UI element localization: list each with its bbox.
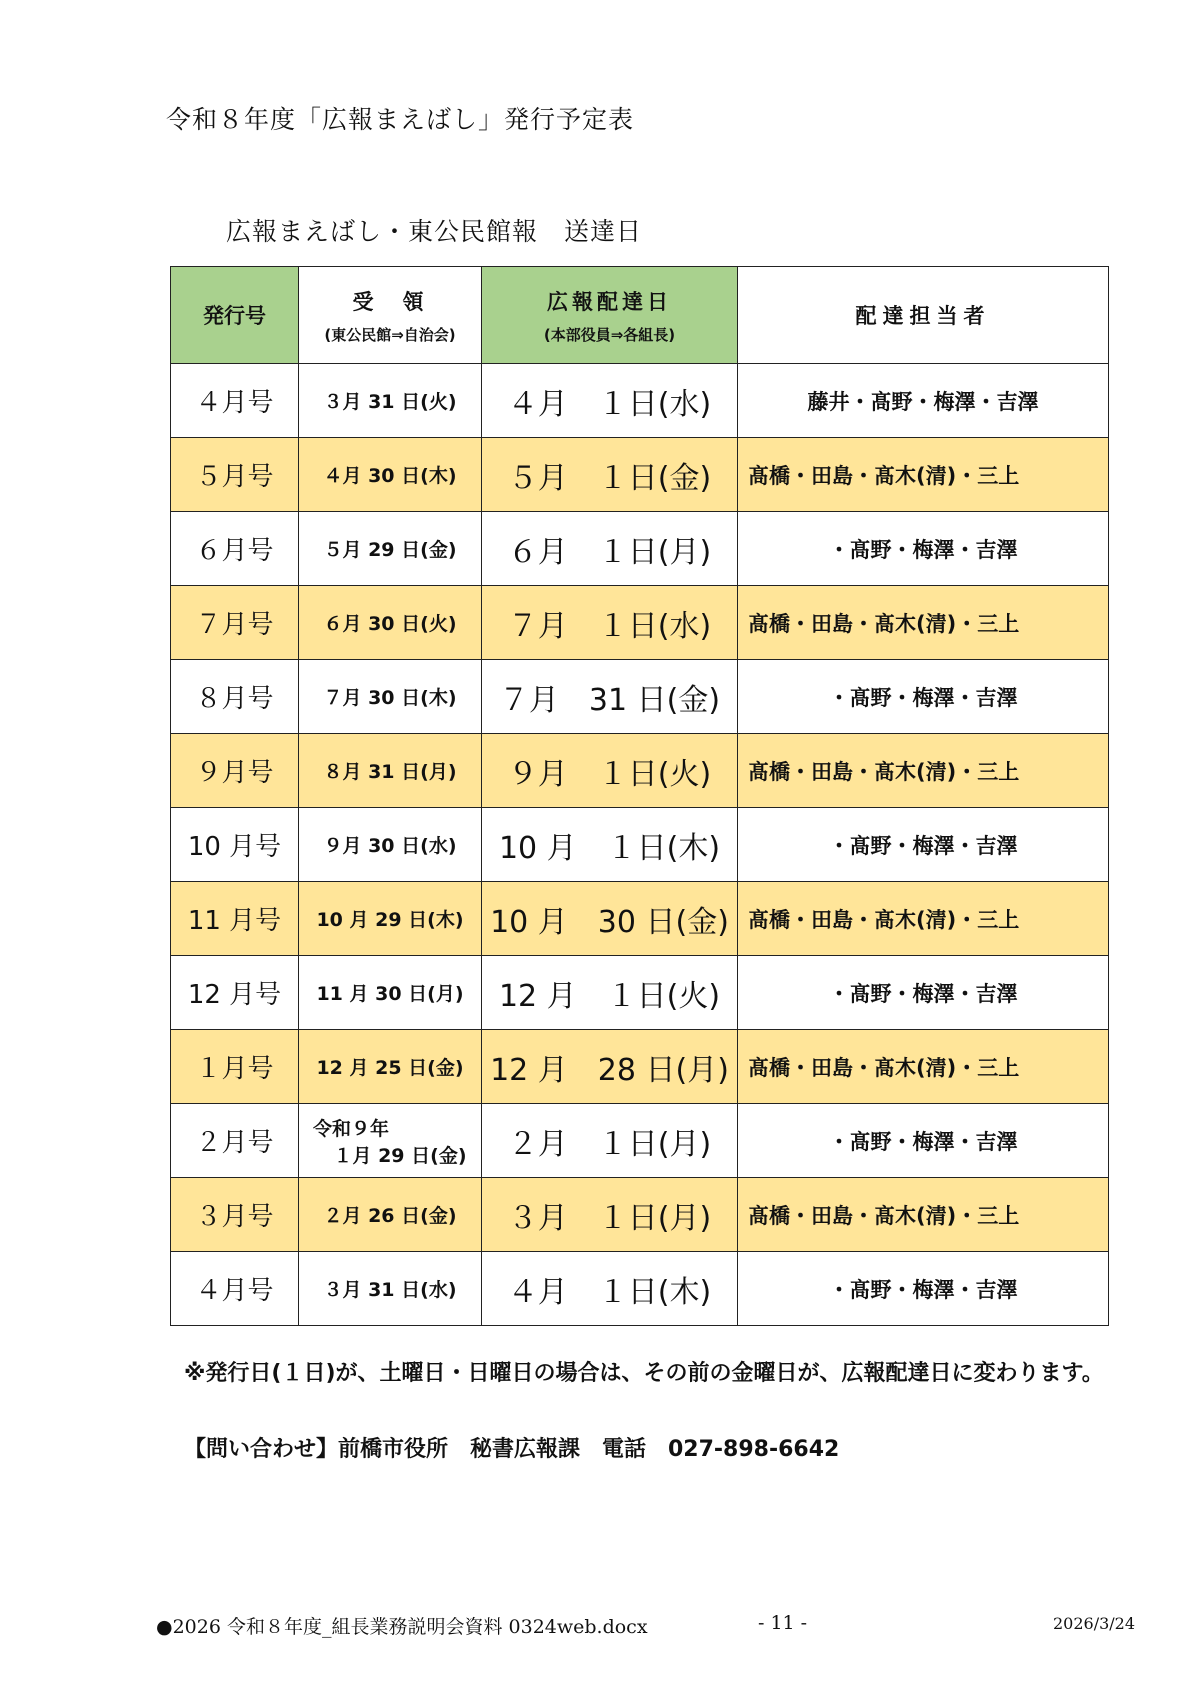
- table-row: [171, 1030, 1109, 1104]
- issue-cell: ３月号: [171, 1178, 299, 1252]
- page-title: 令和８年度「広報まえばし」発行予定表: [166, 105, 635, 134]
- delivery-cell: ７月 １日(水): [482, 586, 738, 660]
- delivery-cell: ６月 １日(月): [482, 512, 738, 586]
- header-delivery-main: 広報配達日: [547, 289, 672, 314]
- staff-cell: ・髙野・梅澤・吉澤: [738, 808, 1109, 882]
- delivery-cell: ５月 １日(金): [482, 438, 738, 512]
- table-row: [171, 512, 1109, 586]
- receive-cell: 11 月 30 日(月): [299, 956, 482, 1030]
- receive-cell: ３月 31 日(火): [299, 364, 482, 438]
- issue-cell: ６月号: [171, 512, 299, 586]
- staff-cell: ・髙野・梅澤・吉澤: [738, 1104, 1109, 1178]
- header-issue: 発行号: [171, 267, 299, 364]
- table-row: [171, 808, 1109, 882]
- staff-cell: ・髙野・梅澤・吉澤: [738, 512, 1109, 586]
- table-row: [171, 956, 1109, 1030]
- table-row: [171, 1104, 1109, 1178]
- delivery-cell: ４月 １日(木): [482, 1252, 738, 1326]
- header-staff: 配達担当者: [738, 267, 1109, 364]
- delivery-cell: 12 月 28 日(月): [482, 1030, 738, 1104]
- delivery-cell: ４月 １日(水): [482, 364, 738, 438]
- issue-cell: １月号: [171, 1030, 299, 1104]
- staff-cell: 髙橋・田島・髙木(清)・三上: [738, 438, 1109, 512]
- table-subtitle: 広報まえばし・東公民館報 送達日: [226, 217, 643, 246]
- header-delivery: [482, 267, 738, 364]
- staff-cell: ・髙野・梅澤・吉澤: [738, 1252, 1109, 1326]
- staff-cell: 髙橋・田島・髙木(清)・三上: [738, 734, 1109, 808]
- staff-cell: ・髙野・梅澤・吉澤: [738, 956, 1109, 1030]
- footer-filename: ●2026 令和８年度_組長業務説明会資料 0324web.docx: [156, 1616, 648, 1638]
- receive-cell: ６月 30 日(火): [299, 586, 482, 660]
- table-header-row: [171, 267, 1109, 364]
- receive-cell: 12 月 25 日(金): [299, 1030, 482, 1104]
- delivery-cell: ２月 １日(月): [482, 1104, 738, 1178]
- receive-date: １月 29 日(金): [333, 1144, 467, 1167]
- table-row: [171, 1178, 1109, 1252]
- header-receive-sub: (東公民館⇒自治会): [324, 325, 456, 344]
- staff-cell: 髙橋・田島・髙木(清)・三上: [738, 1178, 1109, 1252]
- receive-cell: ８月 31 日(月): [299, 734, 482, 808]
- table-row: [171, 734, 1109, 808]
- footer-page-number: - 11 -: [758, 1612, 808, 1634]
- issue-cell: ９月号: [171, 734, 299, 808]
- staff-cell: 髙橋・田島・髙木(清)・三上: [738, 586, 1109, 660]
- receive-cell: ９月 30 日(水): [299, 808, 482, 882]
- table-row: [171, 660, 1109, 734]
- receive-cell: ４月 30 日(木): [299, 438, 482, 512]
- header-receive: [299, 267, 482, 364]
- receive-cell: ７月 30 日(木): [299, 660, 482, 734]
- delivery-cell: 10 月 30 日(金): [482, 882, 738, 956]
- header-receive-main: 受 領: [352, 289, 428, 314]
- staff-cell: 藤井・髙野・梅澤・吉澤: [738, 364, 1109, 438]
- delivery-cell: ７月 31 日(金): [482, 660, 738, 734]
- header-delivery-sub: (本部役員⇒各組長): [543, 325, 676, 344]
- table-row: [171, 364, 1109, 438]
- table-row: [171, 586, 1109, 660]
- receive-cell: ２月 26 日(金): [299, 1178, 482, 1252]
- receive-cell: ３月 31 日(水): [299, 1252, 482, 1326]
- receive-cell: [299, 1104, 482, 1178]
- table-row: [171, 1252, 1109, 1326]
- staff-cell: 髙橋・田島・髙木(清)・三上: [738, 1030, 1109, 1104]
- issue-cell: 10 月号: [171, 808, 299, 882]
- footer-date: 2026/3/24: [1053, 1614, 1136, 1633]
- contact-info: 【問い合わせ】前橋市役所 秘書広報課 電話 027-898-6642: [184, 1437, 840, 1462]
- issue-cell: 12 月号: [171, 956, 299, 1030]
- note-text: ※発行日(１日)が、土曜日・日曜日の場合は、その前の金曜日が、広報配達日に変わります。: [184, 1361, 1104, 1386]
- issue-cell: ２月号: [171, 1104, 299, 1178]
- delivery-cell: ９月 １日(火): [482, 734, 738, 808]
- issue-cell: ５月号: [171, 438, 299, 512]
- delivery-cell: 12 月 １日(火): [482, 956, 738, 1030]
- delivery-cell: ３月 １日(月): [482, 1178, 738, 1252]
- staff-cell: ・髙野・梅澤・吉澤: [738, 660, 1109, 734]
- receive-era: 令和９年: [313, 1117, 390, 1140]
- schedule-table: [170, 266, 1109, 1326]
- issue-cell: 11 月号: [171, 882, 299, 956]
- issue-cell: ４月号: [171, 364, 299, 438]
- table-row: [171, 438, 1109, 512]
- issue-cell: ８月号: [171, 660, 299, 734]
- staff-cell: 髙橋・田島・髙木(清)・三上: [738, 882, 1109, 956]
- table-row: [171, 882, 1109, 956]
- receive-cell: 10 月 29 日(木): [299, 882, 482, 956]
- receive-cell: ５月 29 日(金): [299, 512, 482, 586]
- issue-cell: ４月号: [171, 1252, 299, 1326]
- delivery-cell: 10 月 １日(木): [482, 808, 738, 882]
- issue-cell: ７月号: [171, 586, 299, 660]
